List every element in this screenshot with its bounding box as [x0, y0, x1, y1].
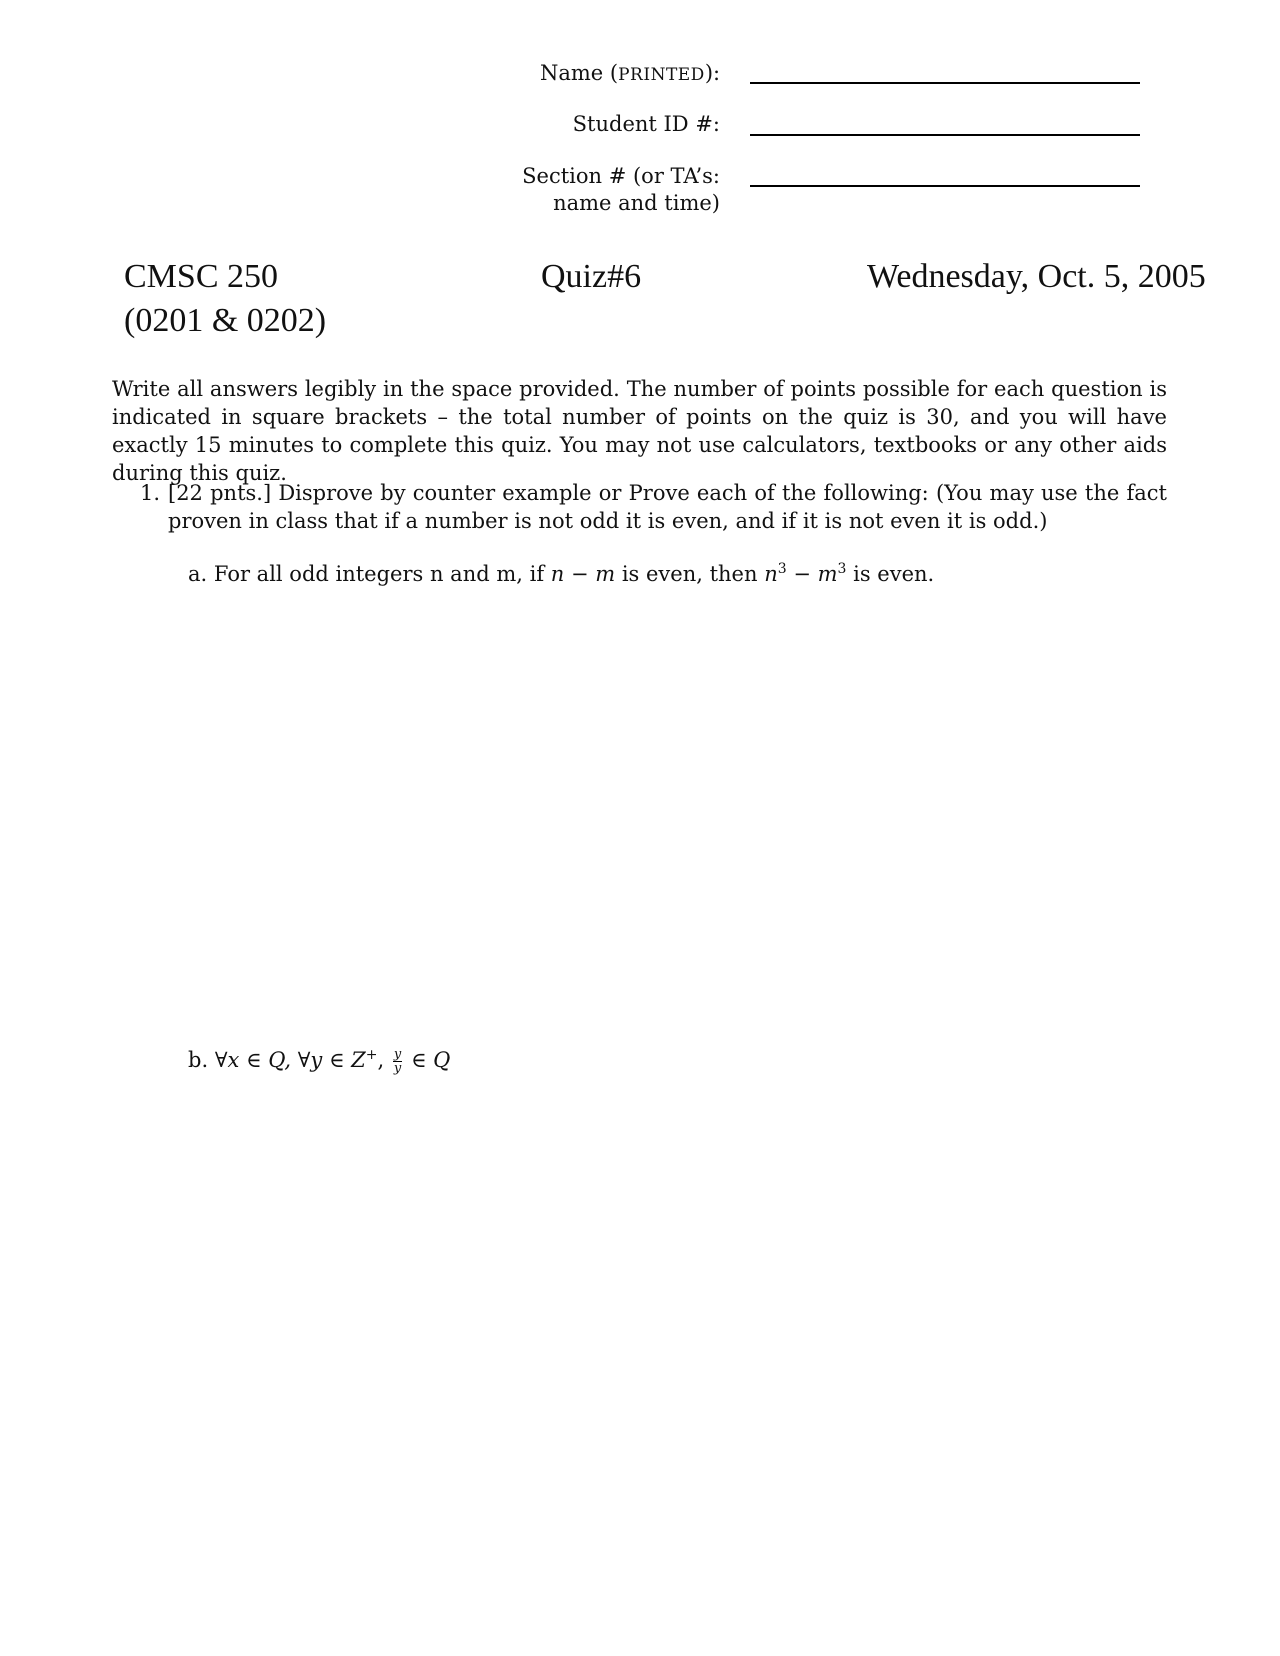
- question-1-text: [22 pnts.] Disprove by counter example or Prove each of the following: (You may use the fact proven in class that if a number is not odd it is even, and if it is not even it is odd.): [168, 481, 1167, 533]
- question-1a-minus: −: [786, 562, 818, 586]
- section-blank-line[interactable]: [750, 185, 1140, 187]
- question-1: [140, 479, 1167, 535]
- question-1a-mid: is even, then: [615, 562, 765, 586]
- question-1a-exp-n: 3: [777, 561, 787, 577]
- quiz-title: Quiz#6: [541, 258, 642, 295]
- course-code: CMSC 250: [124, 258, 278, 295]
- question-1a-exp-m: 3: [837, 561, 847, 577]
- question-1a-expr1: n − m: [550, 562, 616, 586]
- name-label-text: Name (: [540, 61, 619, 85]
- question-1b-fraction: [393, 1048, 402, 1075]
- student-id-blank-line[interactable]: [750, 134, 1140, 136]
- name-label-suffix: ):: [704, 61, 721, 85]
- question-1b-expr-start: ∀x ∈ Q, ∀y ∈ Z: [214, 1048, 366, 1072]
- section-label-line1: Section # (or TA’s:: [522, 164, 720, 188]
- question-1a: [188, 560, 934, 591]
- section-label-line2: name and time): [553, 191, 720, 215]
- question-1b-plus: +: [365, 1047, 378, 1063]
- name-blank-line[interactable]: [750, 82, 1140, 84]
- question-1a-suffix: is even.: [846, 562, 935, 586]
- quiz-date: Wednesday, Oct. 5, 2005: [867, 258, 1206, 295]
- question-1a-m: m: [817, 562, 838, 586]
- question-1b: [188, 1046, 450, 1077]
- course-title: [124, 255, 326, 343]
- question-1b-comma: ,: [377, 1048, 385, 1072]
- question-1a-n: n: [764, 562, 778, 586]
- student-id-label: Student ID #:: [572, 112, 720, 136]
- question-1b-letter: b.: [188, 1048, 209, 1072]
- name-label-caps: PRINTED: [618, 65, 705, 85]
- instructions-paragraph: Write all answers legibly in the space provided. The number of points possible for each question is indicated in square brackets – the total number of points on the quiz is 30, and you will have exactly 15 minutes to complete this quiz. You may not use calculators, textbooks or any other aids during this quiz.: [112, 377, 1167, 485]
- section-label: [500, 163, 720, 217]
- question-1a-prefix: For all odd integers n and m, if: [213, 562, 551, 586]
- question-1b-frac-num: y: [393, 1047, 402, 1062]
- question-1b-expr-end: ∈ Q: [410, 1048, 451, 1072]
- question-1b-frac-den: y: [393, 1061, 402, 1076]
- question-1-number: 1.: [140, 481, 161, 505]
- name-label: [540, 60, 720, 89]
- course-sections: (0201 & 0202): [124, 302, 327, 339]
- question-1a-letter: a.: [188, 562, 208, 586]
